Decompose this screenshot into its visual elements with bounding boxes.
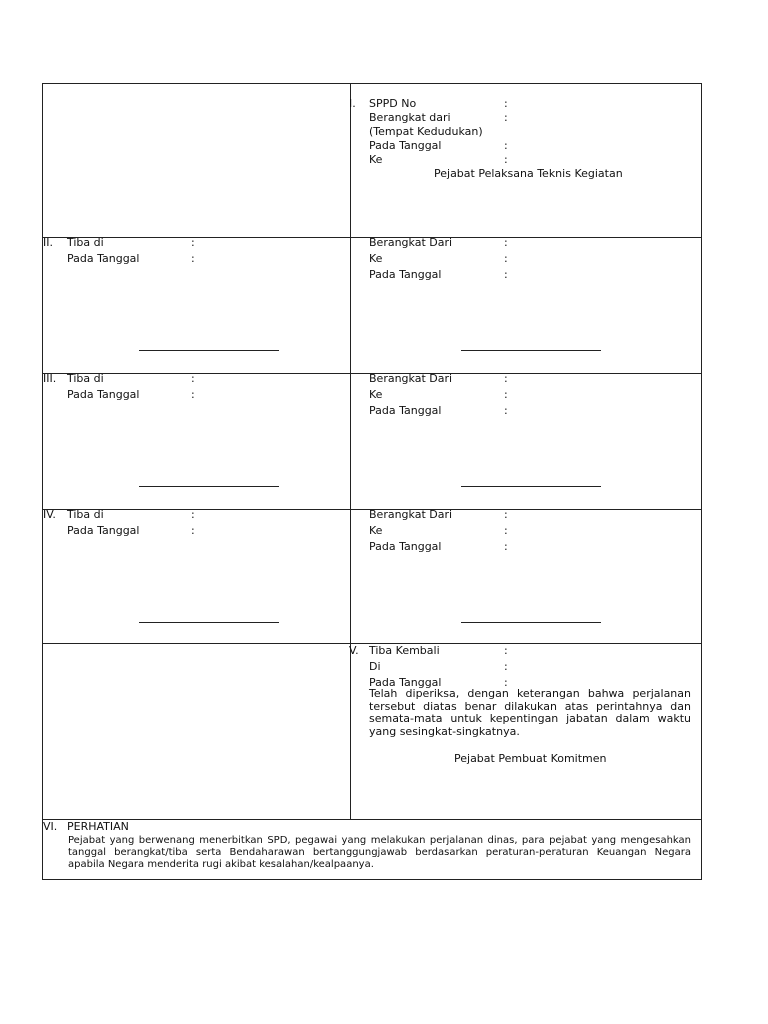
field-colon: :: [504, 97, 508, 110]
signature-line: [461, 350, 601, 351]
signer-title: Pejabat Pembuat Komitmen: [454, 752, 607, 765]
field-label: Tiba di: [67, 372, 104, 385]
field-label: Ke: [369, 524, 383, 537]
field-colon: :: [504, 268, 508, 281]
field-colon: :: [504, 139, 508, 152]
field-label: Berangkat Dari: [369, 508, 453, 521]
field-colon: :: [191, 524, 195, 537]
section-numeral: II.: [43, 236, 53, 249]
field-label: (Tempat Kedudukan): [369, 125, 483, 138]
section-numeral: I.: [349, 97, 356, 110]
field-label: Ke: [369, 388, 383, 401]
section-numeral: V.: [349, 644, 359, 657]
notice-heading: PERHATIAN: [67, 820, 129, 833]
field-colon: :: [504, 372, 508, 385]
field-colon: :: [504, 252, 508, 265]
signature-line: [461, 486, 601, 487]
field-colon: :: [504, 524, 508, 537]
section-numeral: IV.: [43, 508, 56, 521]
field-label: Pada Tanggal: [67, 252, 140, 265]
field-colon: :: [504, 508, 508, 521]
field-label: Tiba di: [67, 236, 104, 249]
field-label: Pada Tanggal: [369, 139, 442, 152]
field-label: Di: [369, 660, 381, 673]
signature-line: [139, 350, 279, 351]
field-label: Pada Tanggal: [369, 676, 442, 689]
notice-text: Pejabat yang berwenang menerbitkan SPD, pegawai yang melakukan perjalanan dinas, para pejabat yang mengesahkan tanggal berangkat/tiba serta Bendaharawan bertanggungjawab berdasarkan peraturan-peraturan Keuangan Negara apabila Negara menderita rugi akibat kesalahan/kealpaanya.: [68, 835, 691, 870]
verification-statement: Telah diperiksa, dengan keterangan bahwa perjalanan tersebut diatas benar dilakukan atas perintahnya dan semata-mata untuk kepentingan jabatan dalam waktu yang sesingkat-singkatnya.: [369, 687, 691, 738]
section-numeral: VI.: [43, 820, 58, 833]
signer-title: Pejabat Pelaksana Teknis Kegiatan: [434, 167, 623, 180]
field-label: Berangkat Dari: [369, 372, 453, 385]
field-label: SPPD No: [369, 97, 417, 110]
field-label: Tiba di: [67, 508, 104, 521]
field-colon: :: [504, 153, 508, 166]
field-colon: :: [191, 236, 195, 249]
field-colon: :: [504, 540, 508, 553]
field-label: Tiba Kembali: [369, 644, 440, 657]
row-divider-5: [43, 819, 701, 820]
field-colon: :: [504, 111, 508, 124]
field-colon: :: [191, 372, 195, 385]
field-label: Ke: [369, 252, 383, 265]
signature-line: [139, 486, 279, 487]
field-colon: :: [504, 404, 508, 417]
field-label: Pada Tanggal: [369, 404, 442, 417]
signature-line: [461, 622, 601, 623]
field-colon: :: [191, 508, 195, 521]
field-colon: :: [504, 660, 508, 673]
section-numeral: III.: [43, 372, 57, 385]
field-colon: :: [504, 388, 508, 401]
field-colon: :: [191, 252, 195, 265]
field-label: Pada Tanggal: [369, 268, 442, 281]
field-label: Pada Tanggal: [67, 524, 140, 537]
field-label: Berangkat dari: [369, 111, 451, 124]
sppd-form: [42, 83, 702, 880]
field-colon: :: [504, 236, 508, 249]
column-divider: [350, 84, 351, 819]
field-label: Pada Tanggal: [67, 388, 140, 401]
field-colon: :: [191, 388, 195, 401]
field-colon: :: [504, 676, 508, 689]
field-label: Pada Tanggal: [369, 540, 442, 553]
field-label: Ke: [369, 153, 383, 166]
field-colon: :: [504, 644, 508, 657]
field-label: Berangkat Dari: [369, 236, 453, 249]
signature-line: [139, 622, 279, 623]
